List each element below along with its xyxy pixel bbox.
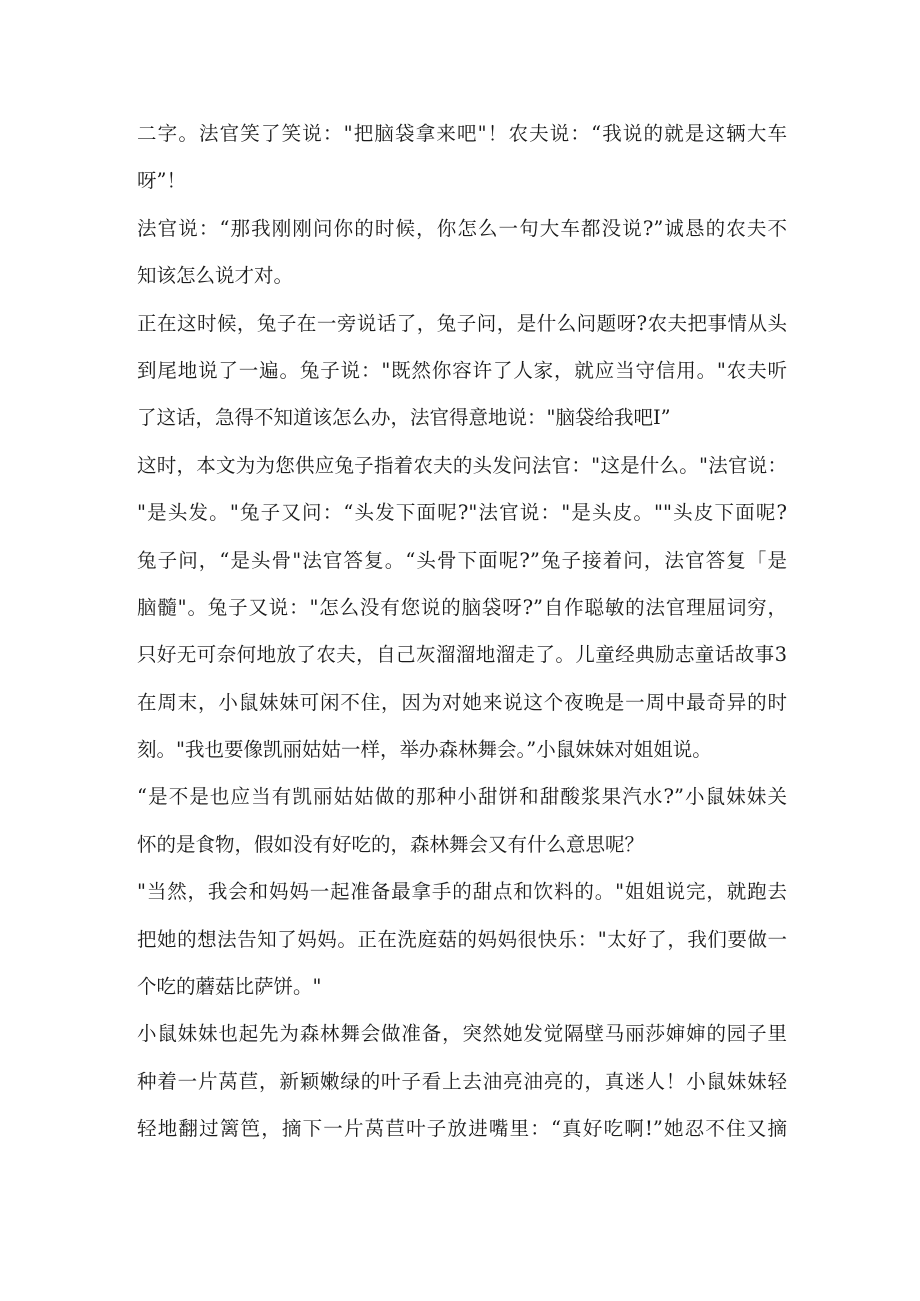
text-line: 了这话，急得不知道该怎么办，法官得意地说："脑袋给我吧I” [137, 406, 671, 430]
text-line: 到尾地说了一遍。兔子说："既然你容许了人家，就应当守信用。"农夫听 [137, 358, 787, 382]
text-line: 知该怎么说才对。 [137, 264, 294, 288]
text-line: 正在这时候，兔子在一旁说话了，兔子问，是什么问题呀?农夫把事情从头 [137, 311, 787, 335]
text-line: “是不是也应当有凯丽姑姑做的那种小甜饼和甜酸浆果汽水?”小鼠妹妹关 [137, 785, 787, 809]
text-line: "是头发。"兔子又问：“头发下面呢?"法官说："是头皮。""头皮下面呢? [137, 501, 787, 525]
body-text [137, 110, 787, 1153]
text-line: "当然，我会和妈妈一起准备最拿手的甜点和饮料的。"姐姐说完，就跑去 [137, 880, 787, 904]
text-line: 在周末，小鼠妹妹可闲不住，因为对她来说这个夜晚是一周中最奇异的时 [137, 690, 787, 714]
text-line: 脑髓"。兔子又说："怎么没有您说的脑袋呀?”自作聪敏的法官理屈词穷， [137, 595, 787, 619]
text-line: 二字。法官笑了笑说："把脑袋拿来吧"！农夫说：“我说的就是这辆大车 [137, 122, 787, 145]
text-line: 刻。"我也要像凯丽姑姑一样，举办森林舞会。”小鼠妹妹对姐姐说。 [137, 738, 712, 762]
text-line: 把她的想法告知了妈妈。正在洗庭菇的妈妈很快乐："太好了，我们要做一 [137, 927, 787, 951]
text-line: 小鼠妹妹也起先为森林舞会做准备，突然她发觉隔壁马丽莎婶婶的园子里 [137, 1022, 787, 1046]
text-line: 轻地翻过篱笆，摘下一片莴苣叶子放进嘴里：“真好吃啊!”她忍不住又摘 [137, 1117, 787, 1141]
text-line: 怀的是食物，假如没有好吃的，森林舞会又有什么意思呢？ [137, 832, 645, 856]
text-line: 个吃的蘑菇比萨饼。" [137, 975, 322, 999]
text-line: 兔子问，“是头骨"法官答复。“头骨下面呢?”兔子接着问，法官答复「是 [137, 548, 787, 572]
text-line: 呀”！ [137, 169, 186, 193]
text-line: 只好无可奈何地放了农夫，自己灰溜溜地溜走了。儿童经典励志童话故事3 [137, 643, 787, 667]
text-line: 法官说：“那我刚刚问你的时候，你怎么一句大车都没说?”诚恳的农夫不 [137, 216, 787, 240]
text-line: 这时，本文为为您供应兔子指着农夫的头发问法官："这是什么。"法官说： [137, 453, 787, 477]
text-line: 种着一片莴苣，新颖嫩绿的叶子看上去油亮油亮的，真迷人！小鼠妹妹轻 [137, 1069, 787, 1093]
